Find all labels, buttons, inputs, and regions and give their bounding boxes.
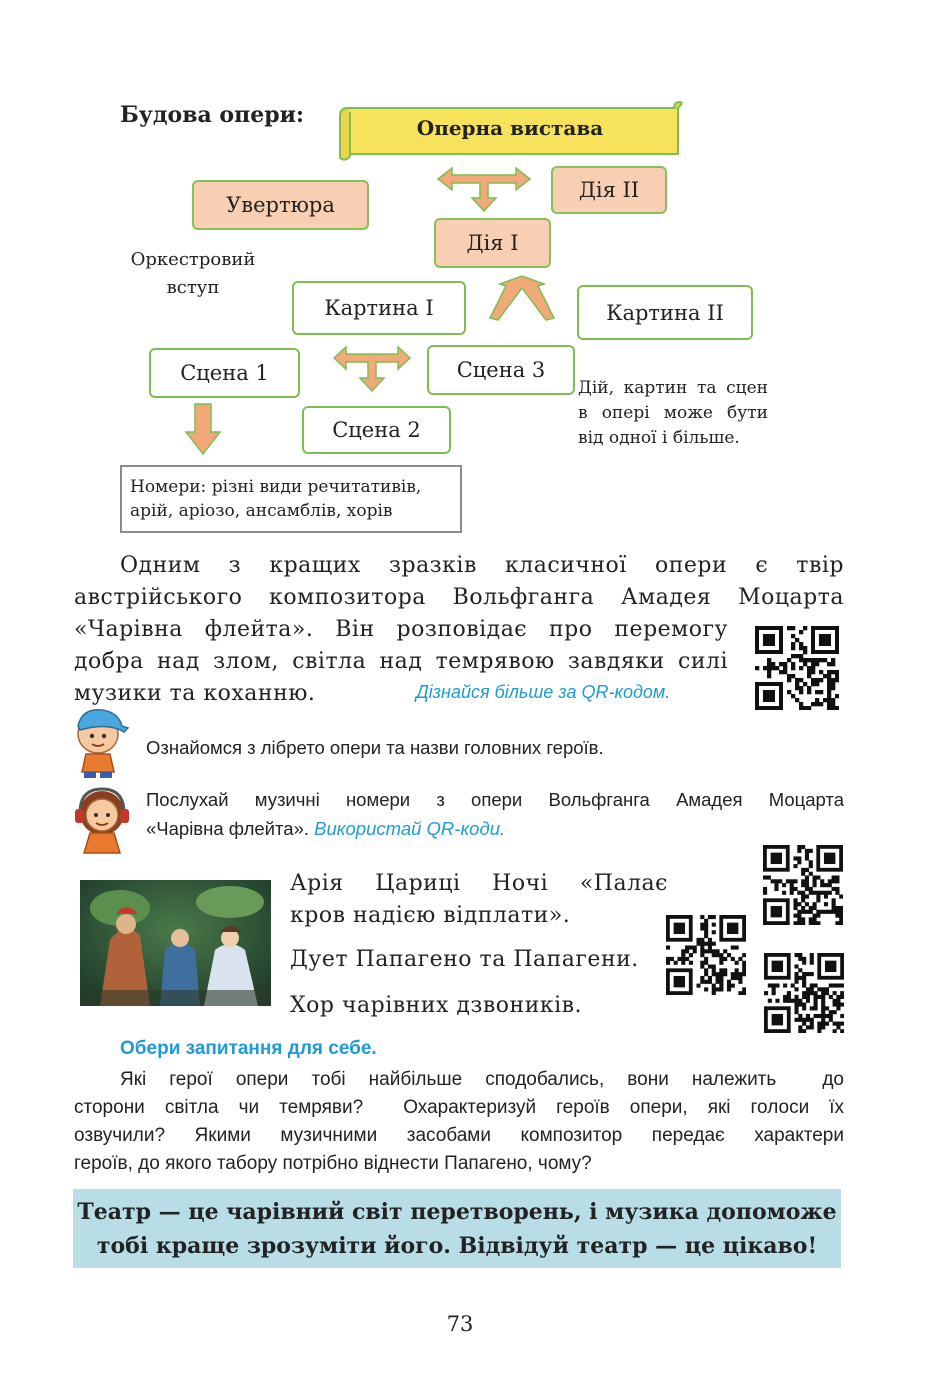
overture-box	[192, 180, 369, 230]
t-arrow-top	[436, 166, 532, 212]
callout-line2: тобі краще зрозуміти його. Відвідуй театр — це цікаво!	[96, 1233, 818, 1259]
down-arrow-scene1	[184, 402, 222, 456]
scene2-box	[302, 406, 451, 454]
numbers-note-box: Номери: різні види речитативів, арій, аріозо, ансамблів, хорів	[120, 465, 462, 533]
main-text-line2: австрійського композитора Вольфганга Амадея Моцарта	[74, 585, 844, 610]
picture1-label: Картина І	[324, 296, 434, 320]
main-text-line1: Одним з кращих зразків класичної опери є твір	[120, 553, 844, 578]
music-item1-line1: Арія Цариці Ночі «Палає	[290, 871, 668, 896]
boy-with-cap-icon	[68, 706, 130, 780]
scene3-label: Сцена 3	[456, 358, 546, 382]
overture-label: Увертюра	[226, 193, 335, 217]
music-item2: Дует Папагено та Папагени.	[290, 947, 639, 972]
diagram-heading: Будова опери:	[120, 102, 305, 128]
callout-line1: Театр — це чарівний світ перетворень, і музика допоможе	[77, 1199, 837, 1225]
music-item1-line2: кров надією відплати».	[290, 903, 571, 928]
task2-line2	[146, 818, 505, 840]
qr-hint-text: Дізнайся більше за QR-кодом.	[416, 682, 671, 702]
questions-line1: Які герої опери тобі найбільше сподобались, вони належить до	[120, 1069, 844, 1090]
task2-line2-text: «Чарівна флейта».	[146, 818, 309, 839]
overture-note: Оркестровий вступ	[130, 249, 256, 298]
t-arrow-scenes	[332, 345, 412, 393]
task2-line1: Послухай музичні номери з опери Вольфганга Амадея Моцарта	[146, 789, 844, 810]
scene1-label: Сцена 1	[180, 361, 269, 385]
task2-hint: Використай QR-коди.	[314, 818, 506, 839]
qr-code-main[interactable]	[755, 626, 839, 710]
qr-code-chorus[interactable]	[764, 953, 844, 1033]
side-note: Дій, картин та сцен в опері може бути від одної і більше.	[578, 378, 768, 448]
scene1-box	[149, 348, 300, 398]
main-text-line4: добра над злом, світла над темрявою завдяки силі	[74, 649, 728, 674]
act2-box	[551, 166, 667, 214]
act2-label: Дія ІІ	[578, 178, 640, 202]
qr-code-aria[interactable]	[763, 845, 843, 925]
girl-with-headphones-icon	[70, 783, 134, 859]
main-text-line5: музики та коханню.	[74, 681, 316, 706]
bent-arrow-picture	[486, 274, 558, 324]
page-number: 73	[446, 1312, 474, 1336]
opera-scene-photo	[80, 880, 271, 1006]
act1-box	[434, 218, 551, 268]
main-text-line3: «Чарівна флейта». Він розповідає про перемогу	[74, 617, 728, 642]
questions-line4: героїв, до якого табору потрібно віднести Папагено, чому?	[74, 1153, 592, 1174]
banner-title: Оперна вистава	[416, 116, 604, 140]
task1-text: Ознайомся з лібрето опери та назви головних героїв.	[146, 737, 604, 758]
questions-line3: озвучили? Якими музичними засобами композитор передає характери	[74, 1125, 844, 1146]
act1-label: Дія І	[466, 231, 519, 255]
scene3-box	[427, 345, 575, 395]
picture2-label: Картина ІІ	[606, 300, 724, 325]
scene2-label: Сцена 2	[332, 418, 421, 442]
questions-heading: Обери запитання для себе.	[120, 1038, 377, 1059]
music-item3: Хор чарівних дзвоників.	[290, 993, 583, 1018]
picture2-box	[577, 285, 753, 340]
picture1-box	[292, 281, 466, 335]
questions-line2: сторони світла чи темряви? Охарактеризуй героїв опери, які голоси їх	[74, 1097, 844, 1118]
qr-code-duet[interactable]	[666, 915, 746, 995]
